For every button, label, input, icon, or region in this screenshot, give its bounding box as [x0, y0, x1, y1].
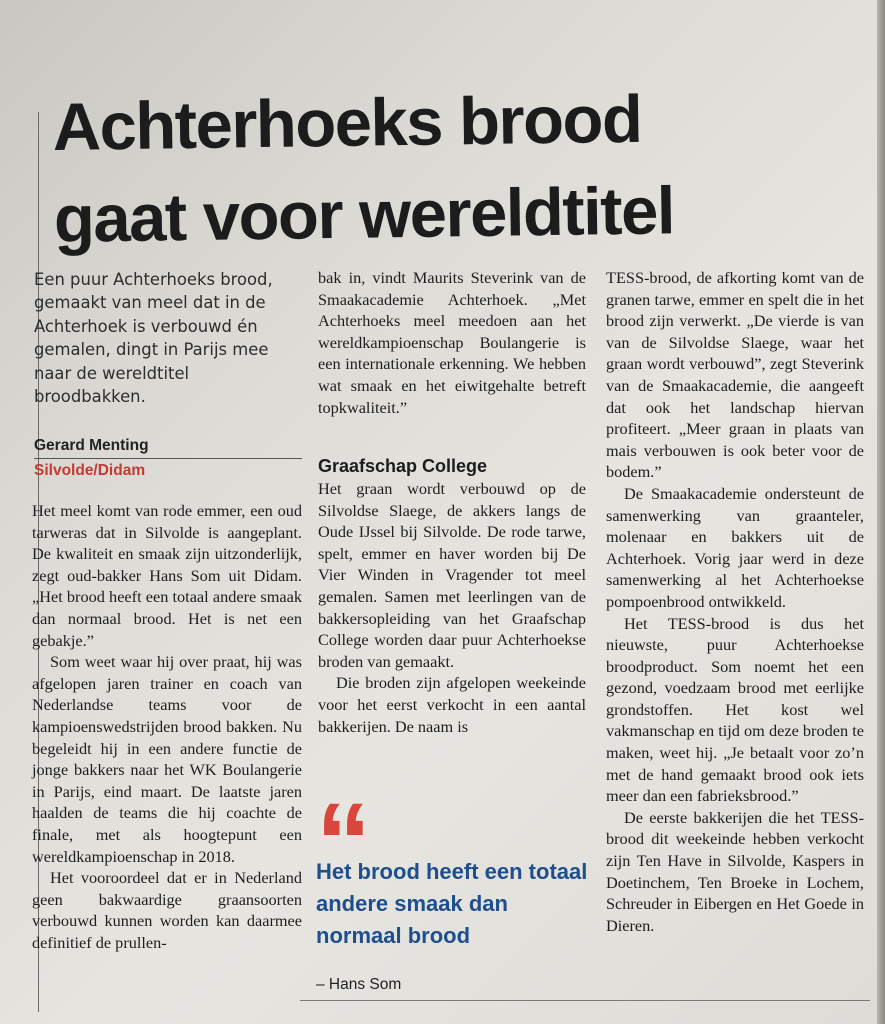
body-column-1 — [32, 500, 302, 953]
dateline-location: Silvolde/Didam — [34, 462, 146, 479]
headline-line-1: Achterhoeks brood — [52, 81, 642, 165]
bottom-rule — [300, 1000, 870, 1001]
paragraph: De eerste bakkerijen die het TESS-brood dit weekeinde hebben verkocht zijn Ten Have in Silvolde, Kaspers in Doetinchem, Ten Broeke in Lochem, Schreuder in Eibergen en Het Goede in Dieren. — [606, 807, 864, 935]
paragraph: bak in, vindt Maurits Steverink van de Smaakacademie Achterhoek. „Met Achterhoeks meel meedoen aan het wereldkampioenschap Boulangerie is een internationale erkenning. We hebben wat smaak en het eiwitgehalte betreft topkwaliteit.” — [318, 268, 586, 417]
headline-line-2: gaat voor wereldtitel — [53, 173, 675, 257]
paragraph: Het vooroordeel dat er in Nederland geen bakwaardige graansoorten verbouwd kunnen worden kan daarmee definitief de prullen- — [32, 868, 302, 952]
paragraph: Het meel komt van rode emmer, een oud tarweras dat in Silvolde is aangeplant. De kwaliteit en smaak zijn uitzonderlijk, zegt oud-bakker Hans Som uit Didam. „Het brood heeft een totaal andere smaak dan normaal brood. Het is net een gebakje.” — [32, 501, 302, 650]
subheading: Graafschap College — [318, 456, 488, 476]
paragraph: Die broden zijn afgelopen weekeinde voor het eerst verkocht in een aantal bakkerijen. De naam is — [318, 673, 586, 736]
paragraph: De Smaakacademie ondersteunt de samenwerking van graanteler, molenaar en bakkers uit de Achterhoek. Vorig jaar werd in deze samenwerking al het Achterhoekse pompoenbrood ontwikkeld. — [606, 483, 864, 611]
paragraph: Het graan wordt verbouwd op de Silvoldse Slaege, de akkers langs de Oude IJssel bij Silvolde. De rode tarwe, spelt, emmer en haver worden bij De Vier Winden in Vragender tot meel gemalen. Samen met leerlingen van de bakkersopleiding van het Graafschap College worden daar puur Achterhoekse broden van gemaakt. — [318, 479, 586, 671]
pull-quote-author: – Hans Som — [316, 976, 402, 993]
body-column-2-top — [318, 267, 586, 418]
byline-author: Gerard Menting — [34, 437, 302, 459]
paragraph: Som weet waar hij over praat, hij was afgelopen jaren trainer en coach van Nederlandse teams voor de kampioenswedstrijden brood bakken. Nu begeleidt hij in een andere functie de jonge bakkers naar het WK Boulangerie in Parijs, eind maart. De laatste jaren haalden de teams die hij coachte de finale, met als hoogtepunt een wereldkampioenschap in 2018. — [32, 652, 302, 866]
paragraph: TESS-brood, de afkorting komt van de granen tarwe, emmer en spelt die in het brood zijn verwerkt. „De vierde is van van de Silvoldse Slaege, waar het graan wordt verbouwd”, zegt Steverink van de Smaakacademie, die aangeeft dat ook het landschap hiervan profiteert. „Meer graan in plaats van mais verbouwen is ook beter voor de bodem.” — [606, 268, 864, 482]
intro-lead: Een puur Achterhoeks brood, gemaakt van meel dat in de Achterhoek is verbouwd én gemalen, dingt in Parijs mee naar de wereldtitel broodbakken. — [34, 270, 273, 407]
headline — [52, 71, 874, 266]
body-column-3 — [606, 267, 864, 936]
page-edge — [877, 0, 885, 1024]
pull-quote: Het brood heeft een totaal andere smaak dan normaal brood — [316, 859, 588, 948]
paragraph: Het TESS-brood is dus het nieuwste, puur Achterhoekse broodproduct. Som noemt het een gezond, voedzaam brood met eerlijke grondstoffen. Het kost wel vakmanschap en tijd om deze broden te maken, weet hij. „Je betaalt voor zo’n met de hand gemaakt brood ook iets meer dan een fabrieksbrood.” — [606, 613, 864, 806]
quote-mark-icon: “ — [316, 781, 365, 904]
body-column-2-bottom — [318, 478, 586, 737]
